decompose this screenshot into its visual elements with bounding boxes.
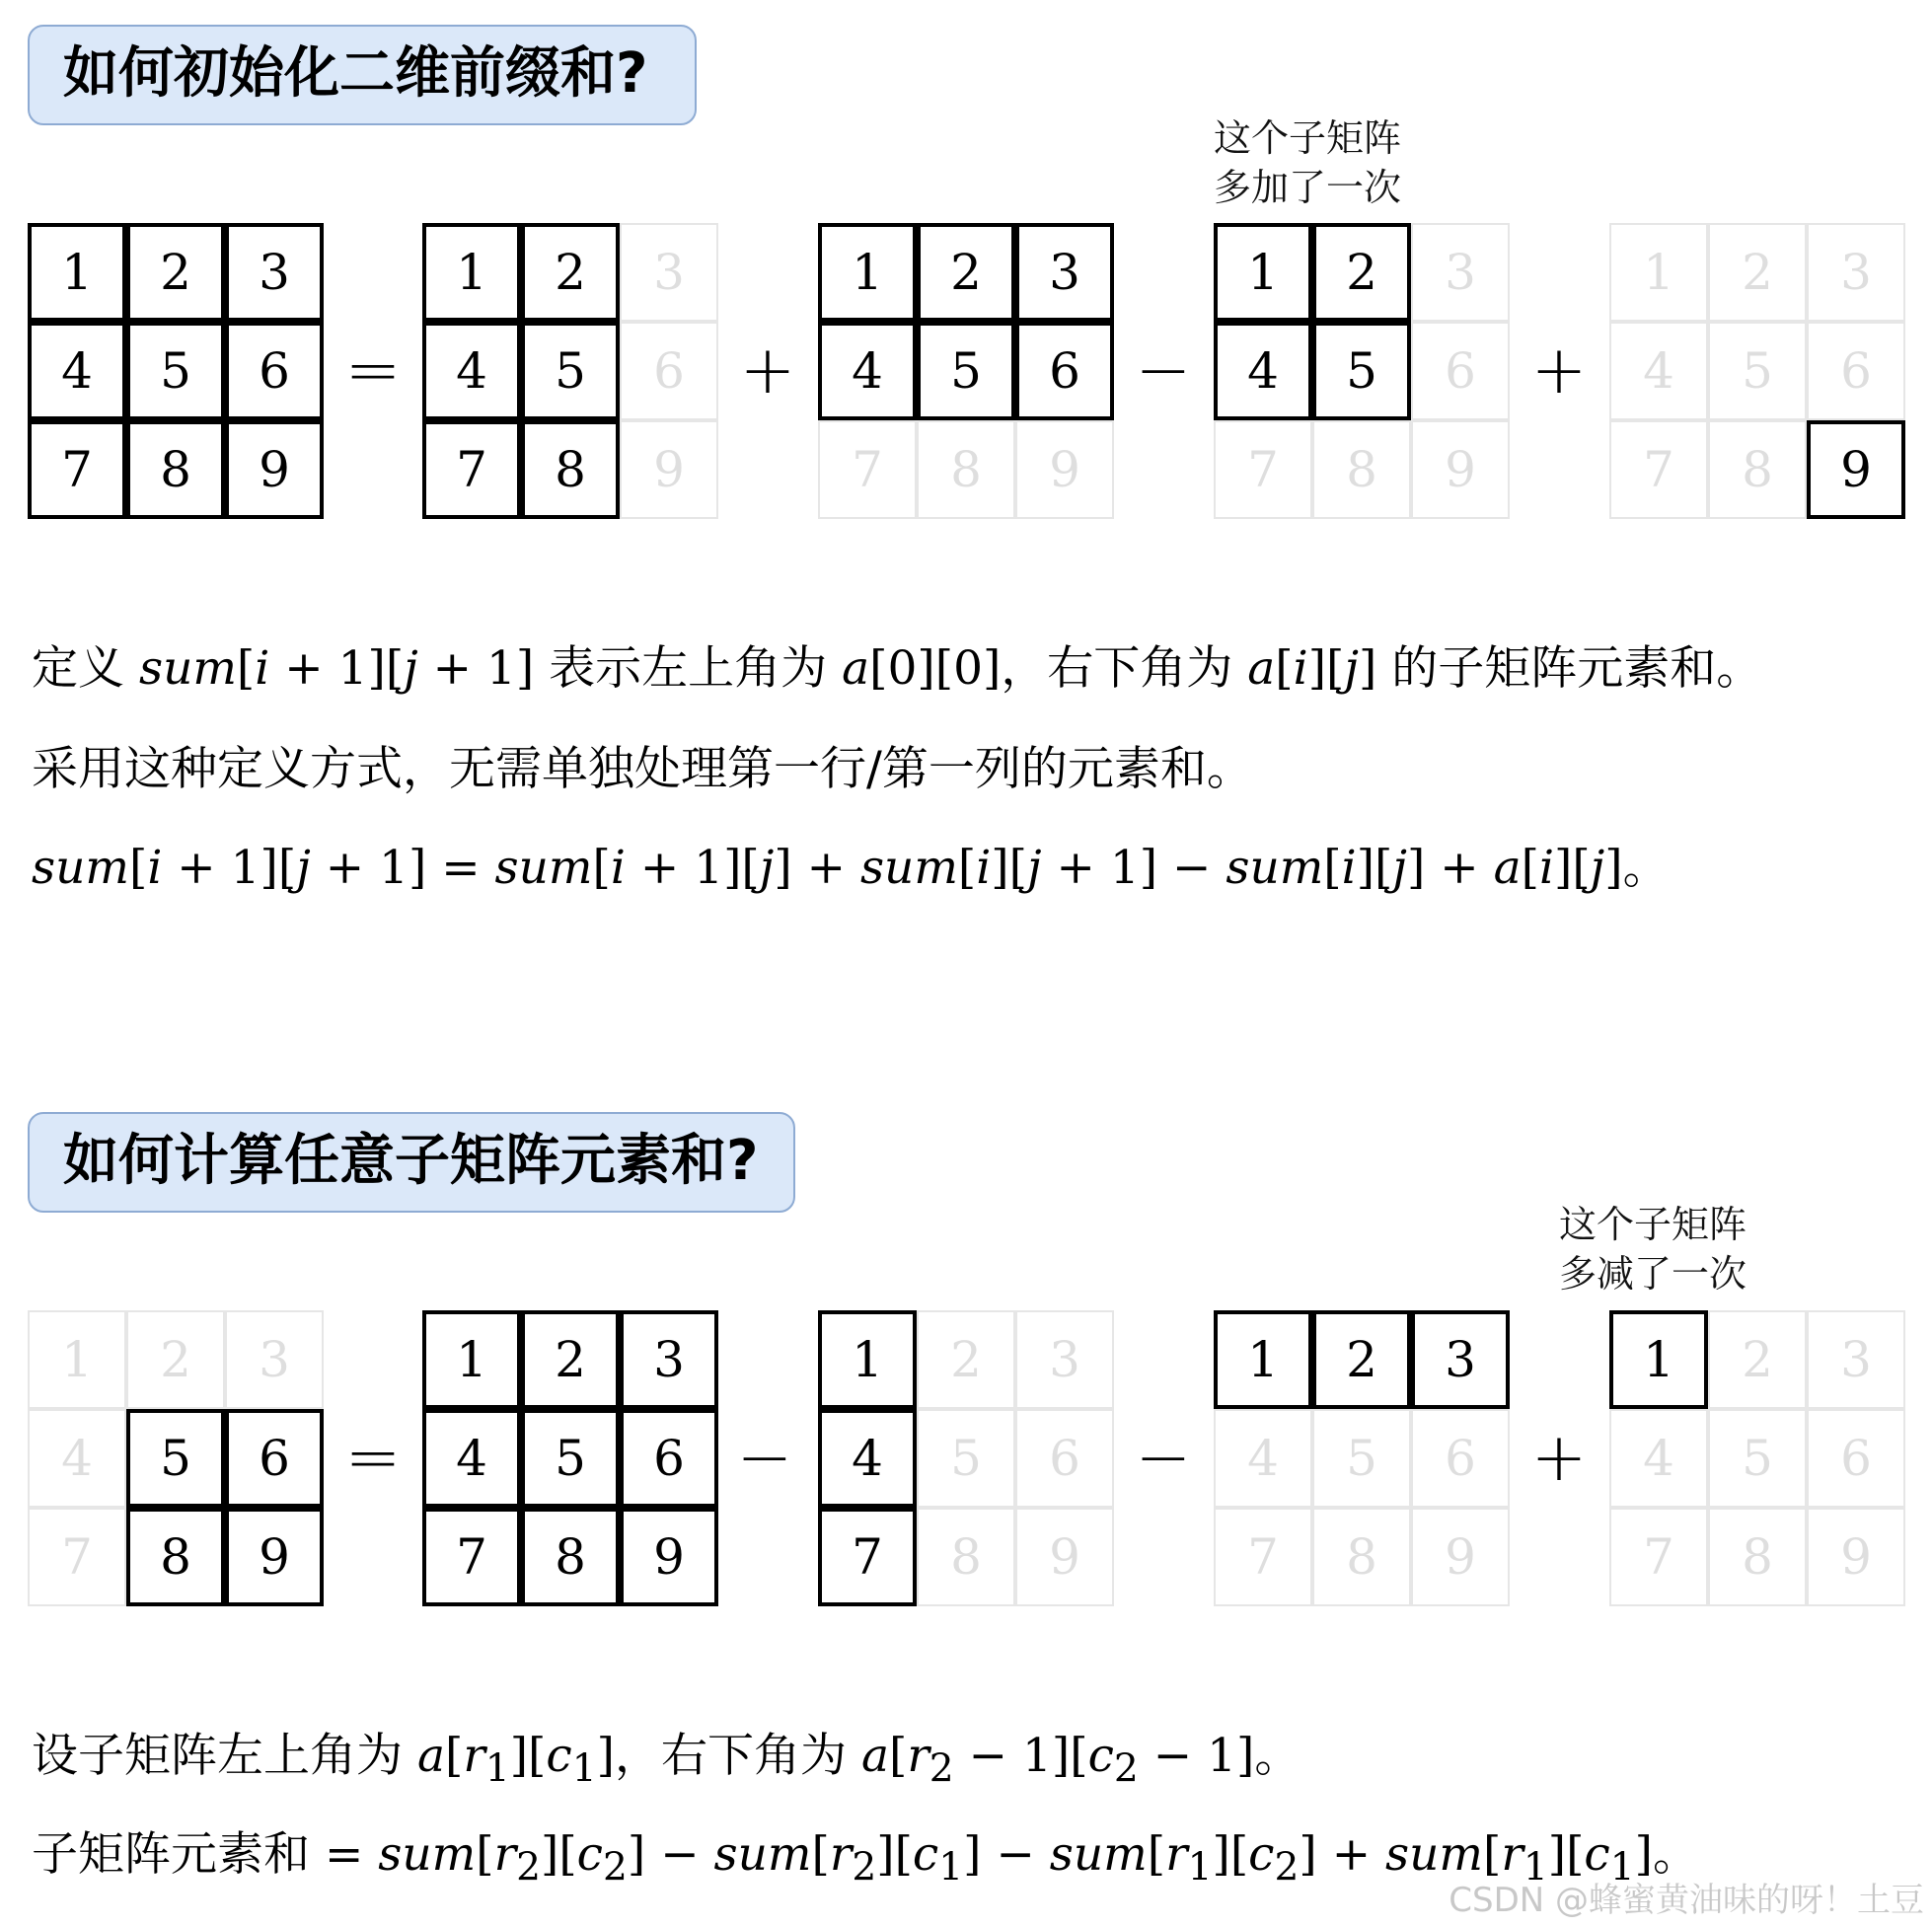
matrix-cell-1: 1 xyxy=(1214,1310,1312,1409)
matrix-cell-5: 5 xyxy=(1312,1409,1411,1508)
operator: − xyxy=(1135,332,1192,409)
matrix-cell-9: 9 xyxy=(1015,420,1114,519)
matrix-cell-4: 4 xyxy=(422,1409,521,1508)
matrix-cell-7: 7 xyxy=(28,420,126,519)
matrix-cell-9: 9 xyxy=(225,1508,324,1606)
matrix-cell-1: 1 xyxy=(1214,223,1312,322)
matrix-cell-5: 5 xyxy=(917,322,1015,420)
method-text: 采用这种定义方式，无需单独处理第一行/第一列的元素和。 xyxy=(32,742,1253,796)
matrix-cell-8: 8 xyxy=(1708,1508,1807,1606)
matrix-cell-1: 1 xyxy=(818,223,917,322)
matrix-cell-9: 9 xyxy=(225,420,324,519)
sum-formula: 子矩阵元素和 = $sum[r_2][c_2] - sum[r_2][c_1] - sum[r_1][c_2] + sum[r_1][c_1]$。 xyxy=(32,1827,1700,1890)
matrix-cell-8: 8 xyxy=(521,1508,620,1606)
section1-heading: 如何初始化二维前缀和? xyxy=(28,25,697,125)
operator: + xyxy=(1530,1419,1588,1497)
matrix-cell-5: 5 xyxy=(126,322,225,420)
grid-s1-g1 xyxy=(422,223,718,519)
matrix-cell-4: 4 xyxy=(422,322,521,420)
matrix-cell-9: 9 xyxy=(1807,420,1905,519)
matrix-cell-6: 6 xyxy=(1015,322,1114,420)
matrix-cell-8: 8 xyxy=(126,420,225,519)
matrix-cell-2: 2 xyxy=(521,223,620,322)
matrix-cell-5: 5 xyxy=(1708,322,1807,420)
note-line: 多加了一次 xyxy=(1214,166,1402,209)
watermark: CSDN @蜂蜜黄油味的呀！土豆 xyxy=(1449,1881,1924,1920)
matrix-cell-9: 9 xyxy=(620,420,718,519)
matrix-cell-1: 1 xyxy=(818,1310,917,1409)
corner-text: 设子矩阵左上角为 $a[r_1][c_1]$，右下角为 $a[r_2 - 1][c_2 - 1]$。 xyxy=(32,1729,1301,1792)
matrix-cell-2: 2 xyxy=(126,1310,225,1409)
note-line: 这个子矩阵 xyxy=(1559,1203,1747,1246)
matrix-cell-9: 9 xyxy=(1411,1508,1510,1606)
matrix-cell-7: 7 xyxy=(422,420,521,519)
matrix-cell-8: 8 xyxy=(1708,420,1807,519)
matrix-cell-3: 3 xyxy=(620,1310,718,1409)
matrix-cell-8: 8 xyxy=(917,420,1015,519)
matrix-cell-4: 4 xyxy=(28,1409,126,1508)
matrix-cell-4: 4 xyxy=(1609,322,1708,420)
section2-note xyxy=(1559,1200,1746,1298)
matrix-cell-9: 9 xyxy=(1015,1508,1114,1606)
matrix-cell-1: 1 xyxy=(422,1310,521,1409)
matrix-cell-6: 6 xyxy=(620,1409,718,1508)
matrix-cell-3: 3 xyxy=(225,223,324,322)
matrix-cell-4: 4 xyxy=(28,322,126,420)
matrix-cell-8: 8 xyxy=(126,1508,225,1606)
section2-heading: 如何计算任意子矩阵元素和? xyxy=(28,1112,795,1213)
matrix-cell-4: 4 xyxy=(818,1409,917,1508)
matrix-cell-7: 7 xyxy=(28,1508,126,1606)
matrix-cell-2: 2 xyxy=(917,223,1015,322)
matrix-cell-6: 6 xyxy=(1411,1409,1510,1508)
matrix-cell-5: 5 xyxy=(521,322,620,420)
matrix-cell-3: 3 xyxy=(1411,223,1510,322)
matrix-cell-2: 2 xyxy=(1312,223,1411,322)
grid-s2-g0 xyxy=(28,1310,324,1606)
grid-s2-g2 xyxy=(818,1310,1114,1606)
matrix-cell-7: 7 xyxy=(1609,1508,1708,1606)
matrix-cell-8: 8 xyxy=(1312,420,1411,519)
matrix-cell-7: 7 xyxy=(1609,420,1708,519)
matrix-cell-2: 2 xyxy=(1312,1310,1411,1409)
grid-s1-g2 xyxy=(818,223,1114,519)
matrix-cell-7: 7 xyxy=(1214,1508,1312,1606)
matrix-cell-7: 7 xyxy=(818,420,917,519)
operator: = xyxy=(344,1419,402,1497)
note-line: 多减了一次 xyxy=(1559,1252,1747,1296)
grid-s2-g3 xyxy=(1214,1310,1510,1606)
matrix-cell-4: 4 xyxy=(1214,1409,1312,1508)
operator: + xyxy=(739,332,796,409)
matrix-cell-3: 3 xyxy=(1807,223,1905,322)
matrix-cell-2: 2 xyxy=(917,1310,1015,1409)
matrix-cell-3: 3 xyxy=(1015,223,1114,322)
matrix-cell-9: 9 xyxy=(620,1508,718,1606)
init-formula: sum[i + 1][j + 1] = sum[i + 1][j] + sum[i][j + 1] − sum[i][j] + a[i][j]。 xyxy=(32,841,1670,895)
section1-note xyxy=(1214,113,1401,212)
matrix-cell-3: 3 xyxy=(1807,1310,1905,1409)
matrix-cell-6: 6 xyxy=(225,322,324,420)
grid-s1-g3 xyxy=(1214,223,1510,519)
grid-s2-g4 xyxy=(1609,1310,1905,1606)
matrix-cell-5: 5 xyxy=(1312,322,1411,420)
matrix-cell-6: 6 xyxy=(1411,322,1510,420)
matrix-cell-1: 1 xyxy=(422,223,521,322)
matrix-cell-2: 2 xyxy=(1708,223,1807,322)
matrix-cell-5: 5 xyxy=(521,1409,620,1508)
matrix-cell-1: 1 xyxy=(28,1310,126,1409)
matrix-cell-7: 7 xyxy=(818,1508,917,1606)
operator: = xyxy=(344,332,402,409)
operator: + xyxy=(1530,332,1588,409)
matrix-cell-4: 4 xyxy=(1214,322,1312,420)
matrix-cell-1: 1 xyxy=(28,223,126,322)
matrix-cell-3: 3 xyxy=(1411,1310,1510,1409)
operator: − xyxy=(736,1419,793,1497)
grid-s1-g4 xyxy=(1609,223,1905,519)
matrix-cell-4: 4 xyxy=(1609,1409,1708,1508)
matrix-cell-4: 4 xyxy=(818,322,917,420)
matrix-cell-1: 1 xyxy=(1609,223,1708,322)
matrix-cell-7: 7 xyxy=(422,1508,521,1606)
grid-s1-g0 xyxy=(28,223,324,519)
matrix-cell-6: 6 xyxy=(225,1409,324,1508)
matrix-cell-6: 6 xyxy=(1807,1409,1905,1508)
matrix-cell-1: 1 xyxy=(1609,1310,1708,1409)
matrix-cell-3: 3 xyxy=(1015,1310,1114,1409)
matrix-cell-6: 6 xyxy=(1807,322,1905,420)
matrix-cell-8: 8 xyxy=(917,1508,1015,1606)
matrix-cell-5: 5 xyxy=(917,1409,1015,1508)
matrix-cell-6: 6 xyxy=(1015,1409,1114,1508)
matrix-cell-2: 2 xyxy=(521,1310,620,1409)
operator: − xyxy=(1135,1419,1192,1497)
matrix-cell-6: 6 xyxy=(620,322,718,420)
matrix-cell-3: 3 xyxy=(225,1310,324,1409)
matrix-cell-5: 5 xyxy=(126,1409,225,1508)
matrix-cell-9: 9 xyxy=(1807,1508,1905,1606)
matrix-cell-3: 3 xyxy=(620,223,718,322)
matrix-cell-7: 7 xyxy=(1214,420,1312,519)
matrix-cell-9: 9 xyxy=(1411,420,1510,519)
grid-s2-g1 xyxy=(422,1310,718,1606)
matrix-cell-2: 2 xyxy=(1708,1310,1807,1409)
note-line: 这个子矩阵 xyxy=(1214,116,1402,160)
matrix-cell-5: 5 xyxy=(1708,1409,1807,1508)
matrix-cell-8: 8 xyxy=(521,420,620,519)
matrix-cell-8: 8 xyxy=(1312,1508,1411,1606)
matrix-cell-2: 2 xyxy=(126,223,225,322)
definition-text: 定义 sum[i + 1][j + 1] 表示左上角为 a[0][0]，右下角为 a[i][j] 的子矩阵元素和。 xyxy=(32,641,1763,696)
